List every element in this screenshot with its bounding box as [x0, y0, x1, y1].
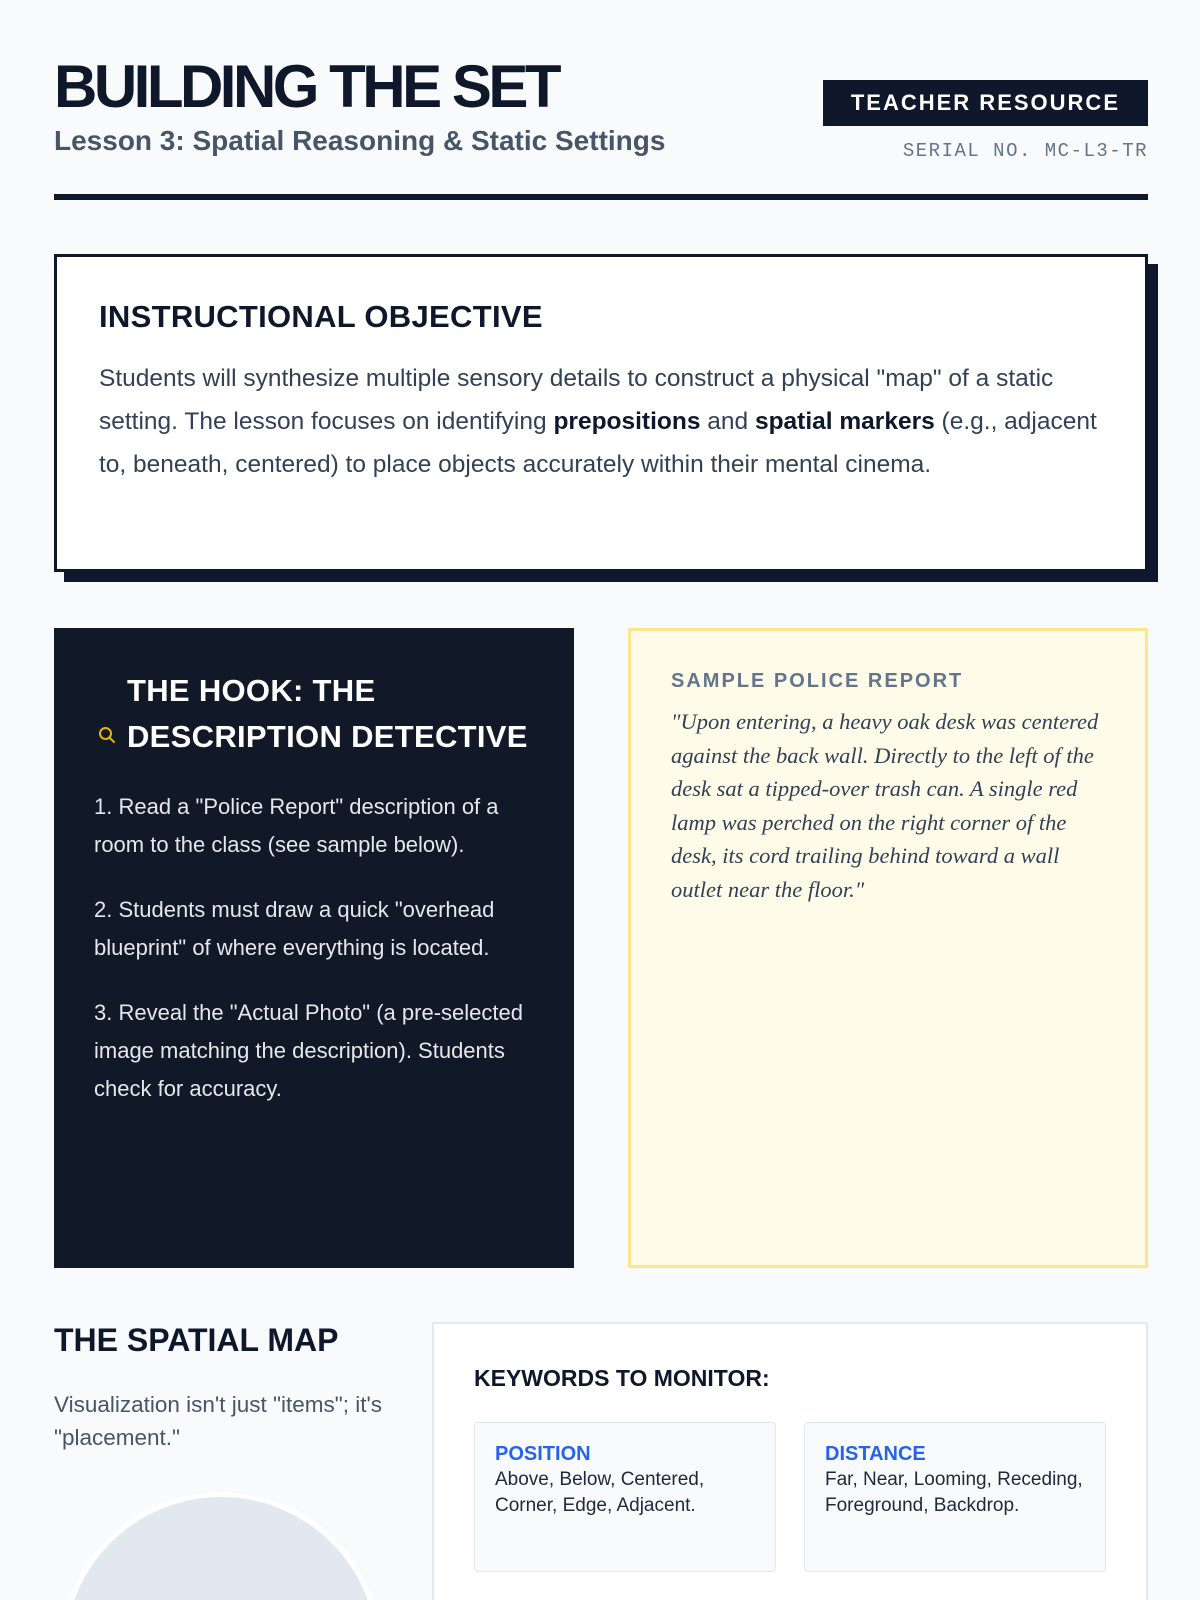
objective-bold-spatial-markers: spatial markers: [754, 408, 935, 435]
hook-header: [94, 668, 534, 760]
police-report-panel: [628, 628, 1148, 1268]
keyword-title: POSITION: [495, 1443, 591, 1465]
hook-step: 3. Reveal the "Actual Photo" (a pre-selected image matching the description). Students check for accuracy.: [94, 1000, 523, 1101]
lesson-subtitle: Lesson 3: Spatial Reasoning & Static Settings: [54, 125, 666, 156]
report-quote: "Upon entering, a heavy oak desk was centered against the back wall. Directly to the left of the desk sat a tipped-over trash can. A single red lamp was perched on the right corner of the desk, its cord trailing behind toward a wall outlet near the floor.": [671, 709, 1099, 902]
keywords-heading: KEYWORDS TO MONITOR:: [474, 1365, 770, 1391]
teacher-resource-badge: TEACHER RESOURCE: [823, 80, 1148, 126]
objective-bold-prepositions: prepositions: [553, 408, 701, 435]
hook-title: THE HOOK: THE DESCRIPTION DETECTIVE: [127, 673, 528, 754]
objective-card: [54, 254, 1148, 572]
spatial-map-text: Visualization isn't just "items"; it's "placement.": [54, 1392, 383, 1450]
keyword-card-position: [474, 1422, 776, 1572]
objective-heading: INSTRUCTIONAL OBJECTIVE: [99, 299, 543, 334]
objective-text-and: and: [700, 408, 755, 435]
keyword-title: DISTANCE: [825, 1443, 926, 1465]
hook-panel: [54, 628, 574, 1268]
objective-text-before: Students will synthesize multiple sensory details to construct a physical "map" of a static setting. The lesson focuses on identifying: [99, 365, 1054, 435]
spatial-map-section: [54, 1320, 404, 1600]
keyword-card-distance: [804, 1422, 1106, 1572]
report-label: SAMPLE POLICE REPORT: [671, 670, 964, 692]
objective-text-after: (e.g., adjacent to, beneath, centered) to place objects accurately within their mental cinema.: [99, 408, 1097, 478]
search-icon: [96, 724, 118, 746]
objective-text: [99, 357, 1103, 486]
page-header: [54, 54, 1148, 200]
keywords-grid: [474, 1422, 1106, 1572]
spatial-map-heading: THE SPATIAL MAP: [54, 1322, 339, 1358]
serial-number: SERIAL NO. MC-L3-TR: [902, 140, 1148, 162]
hook-step: 1. Read a "Police Report" description of a room to the class (see sample below).: [94, 794, 499, 857]
page-title: BUILDING THE SET: [54, 53, 559, 120]
spatial-map-circle: [60, 1492, 382, 1600]
keywords-panel: [432, 1322, 1148, 1600]
keyword-description: Far, Near, Looming, Receding, Foreground, Backdrop.: [825, 1469, 1083, 1516]
keyword-description: Above, Below, Centered, Corner, Edge, Adjacent.: [495, 1469, 705, 1516]
hook-step: 2. Students must draw a quick "overhead blueprint" of where everything is located.: [94, 897, 495, 960]
